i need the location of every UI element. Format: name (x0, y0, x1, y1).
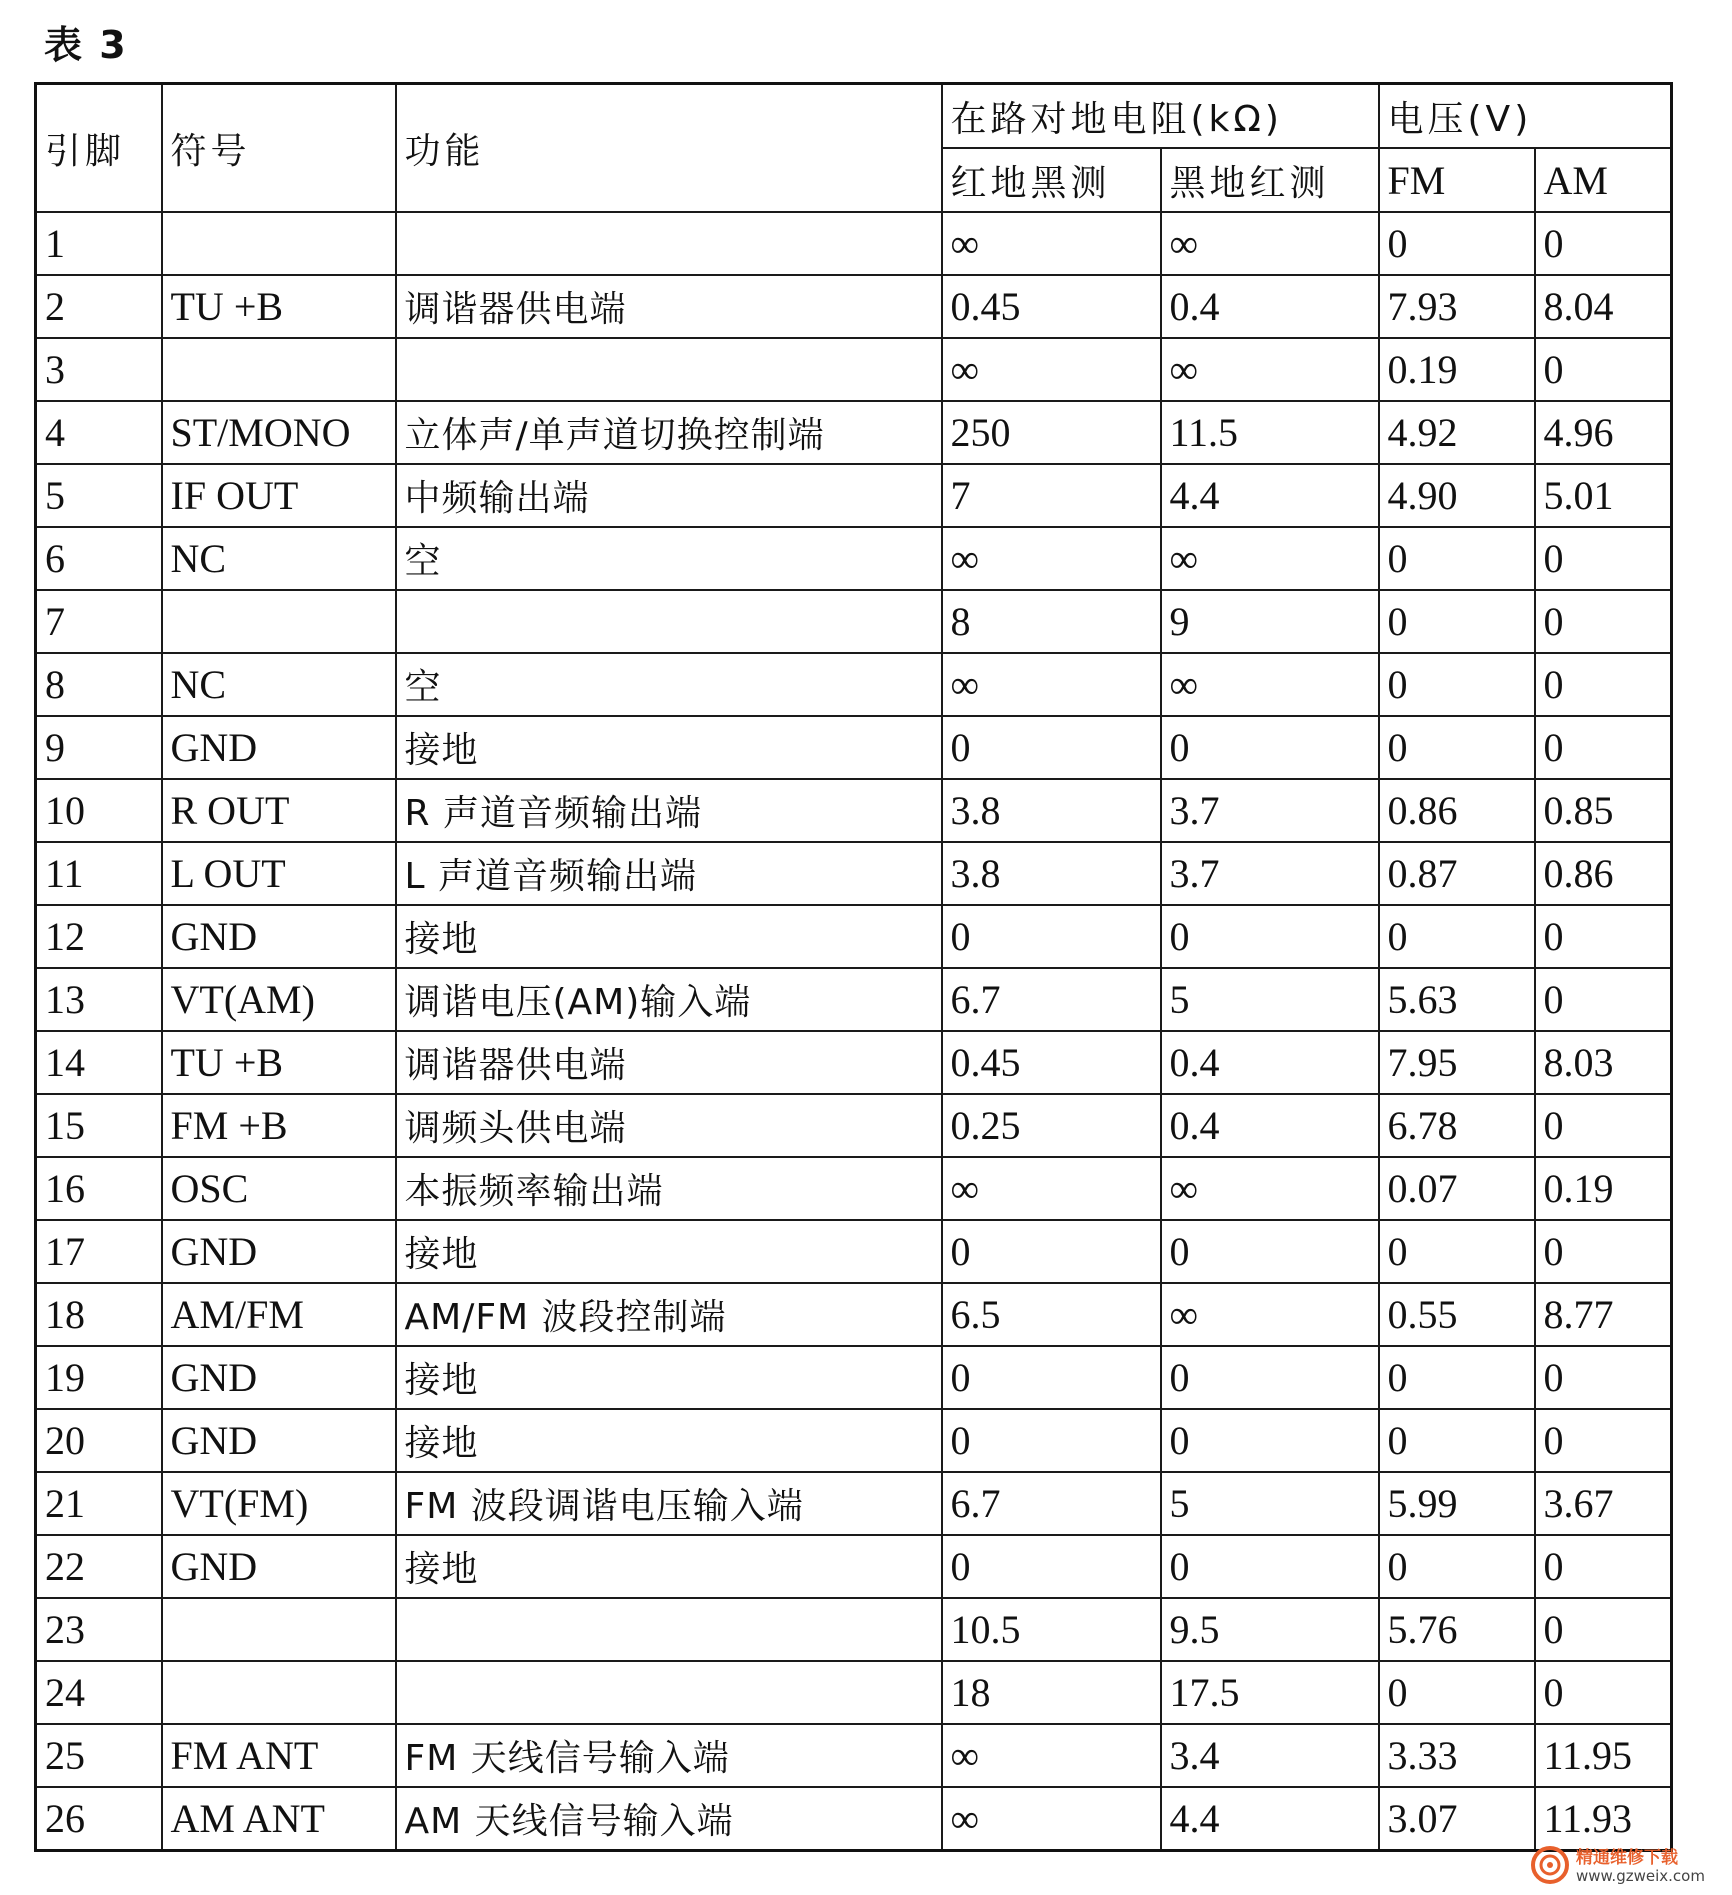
cell-pin: 21 (36, 1472, 162, 1535)
cell-resistance-black-ground: 9 (1161, 590, 1379, 653)
pin-table (34, 82, 1673, 1852)
cell-resistance-black-ground: 0.4 (1161, 1031, 1379, 1094)
cell-pin: 17 (36, 1220, 162, 1283)
cell-resistance-red-ground: 0.45 (942, 1031, 1161, 1094)
cell-resistance-red-ground: 3.8 (942, 842, 1161, 905)
cell-voltage-am: 0 (1535, 212, 1672, 275)
table-row (36, 1346, 1672, 1409)
table-row (36, 905, 1672, 968)
cell-voltage-fm: 0 (1379, 653, 1535, 716)
cell-voltage-am: 8.77 (1535, 1283, 1672, 1346)
cell-pin: 22 (36, 1535, 162, 1598)
cell-resistance-red-ground: 0 (942, 1535, 1161, 1598)
table-row (36, 968, 1672, 1031)
cell-resistance-red-ground: ∞ (942, 1157, 1161, 1220)
cell-function: 接地 (396, 716, 942, 779)
table-row (36, 338, 1672, 401)
cell-function: AM/FM 波段控制端 (396, 1283, 942, 1346)
table-row (36, 1094, 1672, 1157)
cell-voltage-fm: 7.93 (1379, 275, 1535, 338)
cell-symbol: FM ANT (162, 1724, 396, 1787)
cell-pin: 24 (36, 1661, 162, 1724)
cell-voltage-fm: 4.92 (1379, 401, 1535, 464)
cell-voltage-fm: 0 (1379, 527, 1535, 590)
table-row (36, 1283, 1672, 1346)
table-row (36, 1724, 1672, 1787)
watermark-url: www.gzweix.com (1576, 1867, 1705, 1885)
cell-voltage-fm: 5.63 (1379, 968, 1535, 1031)
cell-pin: 25 (36, 1724, 162, 1787)
cell-function (396, 338, 942, 401)
cell-pin: 12 (36, 905, 162, 968)
cell-pin: 23 (36, 1598, 162, 1661)
cell-voltage-am: 0 (1535, 338, 1672, 401)
cell-function: 接地 (396, 905, 942, 968)
header-red-ground-black: 红地黑测 (942, 148, 1161, 212)
cell-resistance-red-ground: 0 (942, 1220, 1161, 1283)
cell-resistance-black-ground: ∞ (1161, 212, 1379, 275)
cell-function: 接地 (396, 1346, 942, 1409)
cell-pin: 6 (36, 527, 162, 590)
cell-voltage-fm: 5.99 (1379, 1472, 1535, 1535)
cell-function: 调谐电压(AM)输入端 (396, 968, 942, 1031)
cell-voltage-fm: 0.55 (1379, 1283, 1535, 1346)
cell-resistance-red-ground: ∞ (942, 212, 1161, 275)
cell-resistance-red-ground: 6.7 (942, 1472, 1161, 1535)
cell-resistance-red-ground: 3.8 (942, 779, 1161, 842)
cell-voltage-am: 0 (1535, 1220, 1672, 1283)
table-row (36, 527, 1672, 590)
table-row (36, 1535, 1672, 1598)
cell-voltage-fm: 7.95 (1379, 1031, 1535, 1094)
cell-voltage-fm: 0 (1379, 1346, 1535, 1409)
cell-pin: 20 (36, 1409, 162, 1472)
cell-function: 空 (396, 527, 942, 590)
cell-symbol: AM/FM (162, 1283, 396, 1346)
cell-function: 调频头供电端 (396, 1094, 942, 1157)
cell-pin: 7 (36, 590, 162, 653)
cell-function: AM 天线信号输入端 (396, 1787, 942, 1851)
cell-voltage-fm: 0 (1379, 1220, 1535, 1283)
cell-voltage-am: 0 (1535, 590, 1672, 653)
header-resistance-group: 在路对地电阻(kΩ) (942, 84, 1379, 149)
cell-voltage-fm: 0 (1379, 1661, 1535, 1724)
cell-resistance-red-ground: 0 (942, 716, 1161, 779)
cell-pin: 19 (36, 1346, 162, 1409)
table-row (36, 1409, 1672, 1472)
cell-pin: 9 (36, 716, 162, 779)
table-body (36, 212, 1672, 1851)
header-pin: 引脚 (36, 84, 162, 213)
cell-voltage-fm: 3.33 (1379, 1724, 1535, 1787)
cell-pin: 11 (36, 842, 162, 905)
cell-resistance-black-ground: ∞ (1161, 527, 1379, 590)
cell-symbol (162, 1661, 396, 1724)
cell-function: 本振频率输出端 (396, 1157, 942, 1220)
cell-voltage-am: 0 (1535, 1094, 1672, 1157)
cell-voltage-am: 0.19 (1535, 1157, 1672, 1220)
cell-function: 接地 (396, 1220, 942, 1283)
cell-resistance-black-ground: 3.7 (1161, 779, 1379, 842)
cell-resistance-red-ground: 8 (942, 590, 1161, 653)
header-black-ground-red: 黑地红测 (1161, 148, 1379, 212)
table-row (36, 1598, 1672, 1661)
cell-resistance-black-ground: 0.4 (1161, 275, 1379, 338)
cell-symbol: GND (162, 716, 396, 779)
cell-symbol: GND (162, 1220, 396, 1283)
cell-pin: 5 (36, 464, 162, 527)
cell-function (396, 1661, 942, 1724)
cell-voltage-fm: 0 (1379, 1535, 1535, 1598)
cell-voltage-fm: 0 (1379, 905, 1535, 968)
cell-voltage-am: 11.93 (1535, 1787, 1672, 1851)
cell-resistance-black-ground: 0 (1161, 716, 1379, 779)
cell-symbol: TU +B (162, 275, 396, 338)
cell-resistance-red-ground: 7 (942, 464, 1161, 527)
cell-resistance-red-ground: ∞ (942, 1787, 1161, 1851)
cell-symbol (162, 212, 396, 275)
header-fm: FM (1379, 148, 1535, 212)
cell-pin: 3 (36, 338, 162, 401)
table-row (36, 1787, 1672, 1851)
cell-pin: 2 (36, 275, 162, 338)
cell-pin: 26 (36, 1787, 162, 1851)
cell-symbol: FM +B (162, 1094, 396, 1157)
watermark-logo-icon (1530, 1845, 1570, 1885)
header-row-top (36, 84, 1672, 149)
cell-resistance-black-ground: 3.7 (1161, 842, 1379, 905)
cell-resistance-black-ground: 9.5 (1161, 1598, 1379, 1661)
cell-voltage-am: 5.01 (1535, 464, 1672, 527)
cell-function: L 声道音频输出端 (396, 842, 942, 905)
header-symbol: 符号 (162, 84, 396, 213)
cell-symbol (162, 1598, 396, 1661)
cell-symbol (162, 338, 396, 401)
table-row (36, 1472, 1672, 1535)
cell-function (396, 590, 942, 653)
cell-resistance-red-ground: 10.5 (942, 1598, 1161, 1661)
cell-resistance-black-ground: ∞ (1161, 338, 1379, 401)
cell-function: 调谐器供电端 (396, 275, 942, 338)
cell-symbol: NC (162, 653, 396, 716)
cell-symbol: GND (162, 905, 396, 968)
cell-resistance-black-ground: 0 (1161, 1346, 1379, 1409)
cell-function: FM 天线信号输入端 (396, 1724, 942, 1787)
cell-resistance-red-ground: 0 (942, 1409, 1161, 1472)
table-row (36, 653, 1672, 716)
cell-function: 接地 (396, 1535, 942, 1598)
cell-resistance-red-ground: ∞ (942, 338, 1161, 401)
cell-resistance-red-ground: 0.45 (942, 275, 1161, 338)
cell-resistance-black-ground: 17.5 (1161, 1661, 1379, 1724)
cell-function: 空 (396, 653, 942, 716)
cell-voltage-fm: 6.78 (1379, 1094, 1535, 1157)
cell-voltage-am: 11.95 (1535, 1724, 1672, 1787)
header-function: 功能 (396, 84, 942, 213)
cell-resistance-black-ground: 0 (1161, 905, 1379, 968)
cell-resistance-red-ground: 0.25 (942, 1094, 1161, 1157)
cell-voltage-am: 0.85 (1535, 779, 1672, 842)
cell-symbol: TU +B (162, 1031, 396, 1094)
cell-function: 立体声/单声道切换控制端 (396, 401, 942, 464)
cell-voltage-fm: 4.90 (1379, 464, 1535, 527)
cell-resistance-black-ground: 5 (1161, 1472, 1379, 1535)
cell-voltage-am: 0 (1535, 1535, 1672, 1598)
cell-resistance-red-ground: 18 (942, 1661, 1161, 1724)
cell-pin: 8 (36, 653, 162, 716)
cell-resistance-red-ground: 6.7 (942, 968, 1161, 1031)
cell-symbol: AM ANT (162, 1787, 396, 1851)
cell-voltage-am: 0 (1535, 527, 1672, 590)
cell-voltage-fm: 0 (1379, 716, 1535, 779)
cell-resistance-black-ground: 0.4 (1161, 1094, 1379, 1157)
cell-voltage-fm: 0 (1379, 1409, 1535, 1472)
cell-resistance-black-ground: 5 (1161, 968, 1379, 1031)
header-am: AM (1535, 148, 1672, 212)
cell-resistance-red-ground: ∞ (942, 1724, 1161, 1787)
cell-voltage-fm: 0.07 (1379, 1157, 1535, 1220)
cell-pin: 18 (36, 1283, 162, 1346)
header-voltage-group: 电压(V) (1379, 84, 1672, 149)
cell-function: R 声道音频输出端 (396, 779, 942, 842)
table-row (36, 779, 1672, 842)
cell-voltage-fm: 0 (1379, 590, 1535, 653)
cell-voltage-fm: 5.76 (1379, 1598, 1535, 1661)
watermark-name: 精通维修下载 (1576, 1848, 1678, 1868)
cell-resistance-red-ground: 6.5 (942, 1283, 1161, 1346)
cell-symbol: VT(AM) (162, 968, 396, 1031)
table-row (36, 212, 1672, 275)
cell-voltage-am: 0 (1535, 1661, 1672, 1724)
cell-voltage-am: 0 (1535, 968, 1672, 1031)
cell-pin: 15 (36, 1094, 162, 1157)
table-row (36, 275, 1672, 338)
cell-symbol: VT(FM) (162, 1472, 396, 1535)
cell-voltage-am: 0 (1535, 1409, 1672, 1472)
cell-pin: 10 (36, 779, 162, 842)
cell-function (396, 1598, 942, 1661)
cell-symbol: GND (162, 1409, 396, 1472)
cell-symbol: R OUT (162, 779, 396, 842)
cell-resistance-black-ground: 0 (1161, 1409, 1379, 1472)
cell-voltage-fm: 3.07 (1379, 1787, 1535, 1851)
cell-resistance-black-ground: 11.5 (1161, 401, 1379, 464)
cell-resistance-black-ground: 0 (1161, 1220, 1379, 1283)
cell-resistance-black-ground: 0 (1161, 1535, 1379, 1598)
cell-symbol: OSC (162, 1157, 396, 1220)
cell-symbol: IF OUT (162, 464, 396, 527)
table-row (36, 716, 1672, 779)
cell-resistance-black-ground: ∞ (1161, 653, 1379, 716)
cell-voltage-fm: 0.87 (1379, 842, 1535, 905)
cell-voltage-am: 8.03 (1535, 1031, 1672, 1094)
cell-resistance-black-ground: ∞ (1161, 1157, 1379, 1220)
cell-voltage-am: 3.67 (1535, 1472, 1672, 1535)
table-row (36, 401, 1672, 464)
cell-voltage-am: 0 (1535, 1346, 1672, 1409)
cell-pin: 14 (36, 1031, 162, 1094)
table-row (36, 1031, 1672, 1094)
cell-function: FM 波段调谐电压输入端 (396, 1472, 942, 1535)
cell-voltage-am: 0 (1535, 653, 1672, 716)
cell-voltage-am: 0.86 (1535, 842, 1672, 905)
cell-function: 中频输出端 (396, 464, 942, 527)
cell-symbol: NC (162, 527, 396, 590)
cell-voltage-fm: 0.19 (1379, 338, 1535, 401)
table-row (36, 1157, 1672, 1220)
cell-symbol: GND (162, 1346, 396, 1409)
cell-function: 调谐器供电端 (396, 1031, 942, 1094)
table-row (36, 464, 1672, 527)
cell-pin: 16 (36, 1157, 162, 1220)
cell-function: 接地 (396, 1409, 942, 1472)
table-row (36, 1220, 1672, 1283)
cell-resistance-red-ground: 250 (942, 401, 1161, 464)
table-row (36, 842, 1672, 905)
watermark (1530, 1841, 1720, 1891)
cell-voltage-fm: 0.86 (1379, 779, 1535, 842)
cell-resistance-black-ground: 4.4 (1161, 464, 1379, 527)
cell-resistance-black-ground: ∞ (1161, 1283, 1379, 1346)
cell-pin: 13 (36, 968, 162, 1031)
cell-voltage-am: 4.96 (1535, 401, 1672, 464)
cell-resistance-black-ground: 3.4 (1161, 1724, 1379, 1787)
cell-resistance-red-ground: 0 (942, 905, 1161, 968)
cell-voltage-fm: 0 (1379, 212, 1535, 275)
cell-resistance-red-ground: 0 (942, 1346, 1161, 1409)
cell-symbol: L OUT (162, 842, 396, 905)
cell-pin: 4 (36, 401, 162, 464)
cell-function (396, 212, 942, 275)
cell-voltage-am: 8.04 (1535, 275, 1672, 338)
cell-voltage-am: 0 (1535, 716, 1672, 779)
cell-resistance-red-ground: ∞ (942, 527, 1161, 590)
cell-symbol: GND (162, 1535, 396, 1598)
table-row (36, 1661, 1672, 1724)
cell-voltage-am: 0 (1535, 1598, 1672, 1661)
table-row (36, 590, 1672, 653)
cell-resistance-red-ground: ∞ (942, 653, 1161, 716)
cell-voltage-am: 0 (1535, 905, 1672, 968)
cell-pin: 1 (36, 212, 162, 275)
cell-resistance-black-ground: 4.4 (1161, 1787, 1379, 1851)
cell-symbol (162, 590, 396, 653)
cell-symbol: ST/MONO (162, 401, 396, 464)
table-title: 表 3 (44, 23, 128, 67)
